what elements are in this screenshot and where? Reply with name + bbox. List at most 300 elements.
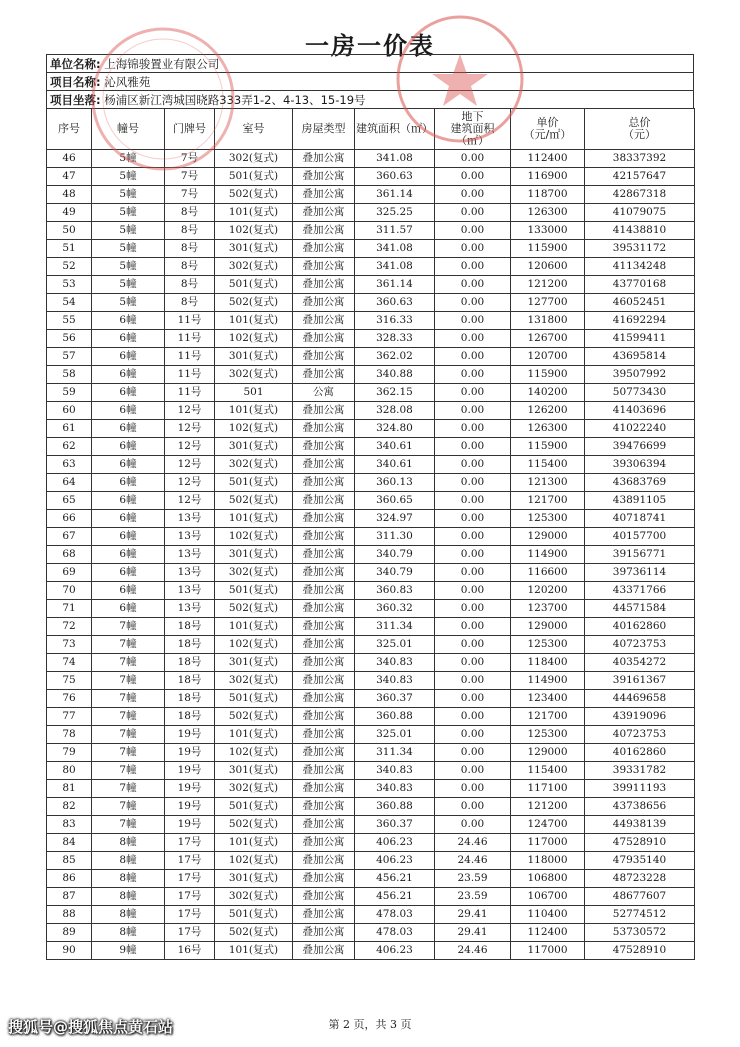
table-cell: 叠加公寓 xyxy=(293,906,355,924)
table-cell: 114900 xyxy=(511,672,585,690)
table-cell: 5幢 xyxy=(92,276,165,294)
table-cell: 117100 xyxy=(511,780,585,798)
table-cell: 112400 xyxy=(511,924,585,942)
table-cell: 叠加公寓 xyxy=(293,258,355,276)
table-cell: 112400 xyxy=(511,150,585,168)
table-cell: 5幢 xyxy=(92,222,165,240)
table-cell: 501 xyxy=(215,384,293,402)
table-cell: 40718741 xyxy=(585,510,695,528)
table-cell: 71 xyxy=(47,600,92,618)
header-cell: 室号 xyxy=(215,109,293,150)
table-cell: 66 xyxy=(47,510,92,528)
project-name: 沁风雅苑 xyxy=(104,75,151,89)
table-cell: 340.79 xyxy=(355,546,435,564)
table-cell: 302(复式) xyxy=(215,780,293,798)
table-row xyxy=(47,222,695,240)
table-cell: 68 xyxy=(47,546,92,564)
table-cell: 8幢 xyxy=(92,906,165,924)
table-cell: 叠加公寓 xyxy=(293,366,355,384)
table-row xyxy=(47,294,695,312)
table-row xyxy=(47,870,695,888)
table-cell: 叠加公寓 xyxy=(293,924,355,942)
table-cell: 叠加公寓 xyxy=(293,744,355,762)
table-cell: 301(复式) xyxy=(215,546,293,564)
table-cell: 叠加公寓 xyxy=(293,546,355,564)
table-cell: 0.00 xyxy=(435,546,511,564)
table-cell: 302(复式) xyxy=(215,150,293,168)
table-cell: 11号 xyxy=(165,384,215,402)
table-cell: 48677607 xyxy=(585,888,695,906)
table-cell: 叠加公寓 xyxy=(293,186,355,204)
table-cell: 0.00 xyxy=(435,600,511,618)
table-cell: 7号 xyxy=(165,186,215,204)
table-cell: 17号 xyxy=(165,852,215,870)
table-cell: 0.00 xyxy=(435,294,511,312)
table-cell: 360.37 xyxy=(355,816,435,834)
table-cell: 55 xyxy=(47,312,92,330)
table-cell: 叠加公寓 xyxy=(293,474,355,492)
table-row xyxy=(47,816,695,834)
table-row xyxy=(47,330,695,348)
table-cell: 106700 xyxy=(511,888,585,906)
table-cell: 121300 xyxy=(511,474,585,492)
table-cell: 63 xyxy=(47,456,92,474)
table-cell: 0.00 xyxy=(435,186,511,204)
table-cell: 6幢 xyxy=(92,456,165,474)
table-cell: 叠加公寓 xyxy=(293,204,355,222)
table-cell: 325.25 xyxy=(355,204,435,222)
table-cell: 11号 xyxy=(165,330,215,348)
table-cell: 38337392 xyxy=(585,150,695,168)
table-cell: 478.03 xyxy=(355,906,435,924)
table-cell: 41022240 xyxy=(585,420,695,438)
table-cell: 502(复式) xyxy=(215,186,293,204)
table-cell: 126700 xyxy=(511,330,585,348)
header-cell: 幢号 xyxy=(92,109,165,150)
table-cell: 44938139 xyxy=(585,816,695,834)
table-cell: 0.00 xyxy=(435,582,511,600)
table-cell: 85 xyxy=(47,852,92,870)
table-cell: 501(复式) xyxy=(215,276,293,294)
table-cell: 79 xyxy=(47,744,92,762)
table-cell: 叠加公寓 xyxy=(293,564,355,582)
table-cell: 叠加公寓 xyxy=(293,762,355,780)
table-cell: 117000 xyxy=(511,942,585,960)
table-cell: 0.00 xyxy=(435,690,511,708)
table-row xyxy=(47,348,695,366)
table-cell: 87 xyxy=(47,888,92,906)
table-cell: 13号 xyxy=(165,510,215,528)
table-cell: 89 xyxy=(47,924,92,942)
table-cell: 9幢 xyxy=(92,942,165,960)
header-cell: 建筑面积（㎡） xyxy=(355,109,435,150)
table-cell: 43919096 xyxy=(585,708,695,726)
table-cell: 8号 xyxy=(165,258,215,276)
table-cell: 0.00 xyxy=(435,258,511,276)
table-cell: 7幢 xyxy=(92,618,165,636)
table-row xyxy=(47,708,695,726)
table-cell: 29.41 xyxy=(435,906,511,924)
table-cell: 6幢 xyxy=(92,420,165,438)
table-cell: 17号 xyxy=(165,888,215,906)
table-cell: 6幢 xyxy=(92,546,165,564)
table-cell: 102(复式) xyxy=(215,852,293,870)
table-cell: 341.08 xyxy=(355,258,435,276)
table-cell: 6幢 xyxy=(92,438,165,456)
table-cell: 7幢 xyxy=(92,816,165,834)
table-cell: 6幢 xyxy=(92,528,165,546)
table-cell: 12号 xyxy=(165,492,215,510)
table-row xyxy=(47,312,695,330)
table-cell: 23.59 xyxy=(435,888,511,906)
table-cell: 0.00 xyxy=(435,564,511,582)
table-cell: 123400 xyxy=(511,690,585,708)
table-cell: 0.00 xyxy=(435,798,511,816)
table-cell: 302(复式) xyxy=(215,564,293,582)
table-cell: 16号 xyxy=(165,942,215,960)
table-cell: 82 xyxy=(47,798,92,816)
table-row xyxy=(47,690,695,708)
table-cell: 64 xyxy=(47,474,92,492)
table-cell: 340.88 xyxy=(355,366,435,384)
table-cell: 40162860 xyxy=(585,744,695,762)
table-cell: 18号 xyxy=(165,618,215,636)
table-cell: 叠加公寓 xyxy=(293,672,355,690)
header-cell: 总价 （元） xyxy=(585,109,695,150)
table-row xyxy=(47,726,695,744)
table-cell: 102(复式) xyxy=(215,636,293,654)
table-row xyxy=(47,906,695,924)
table-cell: 7幢 xyxy=(92,654,165,672)
table-cell: 17号 xyxy=(165,924,215,942)
table-cell: 118700 xyxy=(511,186,585,204)
table-cell: 127700 xyxy=(511,294,585,312)
table-cell: 61 xyxy=(47,420,92,438)
table-cell: 43738656 xyxy=(585,798,695,816)
table-cell: 13号 xyxy=(165,564,215,582)
header-cell: 房屋类型 xyxy=(293,109,355,150)
table-cell: 120600 xyxy=(511,258,585,276)
watermark: 搜狐号@搜狐焦点黄石站 xyxy=(8,1018,174,1036)
table-cell: 8号 xyxy=(165,222,215,240)
table-row xyxy=(47,762,695,780)
table-cell: 8幢 xyxy=(92,924,165,942)
table-cell: 0.00 xyxy=(435,312,511,330)
table-cell: 133000 xyxy=(511,222,585,240)
company-name: 上海锦骏置业有限公司 xyxy=(104,57,220,71)
table-cell: 6幢 xyxy=(92,582,165,600)
table-cell: 101(复式) xyxy=(215,510,293,528)
table-cell: 58 xyxy=(47,366,92,384)
table-cell: 72 xyxy=(47,618,92,636)
table-cell: 114900 xyxy=(511,546,585,564)
address-label: 项目坐落: xyxy=(50,93,101,107)
company-row xyxy=(46,54,694,72)
table-cell: 118400 xyxy=(511,654,585,672)
table-cell: 叠加公寓 xyxy=(293,816,355,834)
table-cell: 18号 xyxy=(165,690,215,708)
table-cell: 6幢 xyxy=(92,366,165,384)
table-cell: 叠加公寓 xyxy=(293,276,355,294)
table-cell: 77 xyxy=(47,708,92,726)
table-cell: 121200 xyxy=(511,798,585,816)
table-cell: 8号 xyxy=(165,276,215,294)
table-cell: 12号 xyxy=(165,402,215,420)
table-cell: 115400 xyxy=(511,456,585,474)
table-cell: 124700 xyxy=(511,816,585,834)
table-cell: 502(复式) xyxy=(215,924,293,942)
table-cell: 7幢 xyxy=(92,726,165,744)
table-cell: 叠加公寓 xyxy=(293,780,355,798)
table-cell: 102(复式) xyxy=(215,420,293,438)
table-cell: 360.13 xyxy=(355,474,435,492)
table-cell: 56 xyxy=(47,330,92,348)
table-cell: 12号 xyxy=(165,456,215,474)
table-cell: 360.63 xyxy=(355,168,435,186)
table-cell: 120200 xyxy=(511,582,585,600)
table-cell: 67 xyxy=(47,528,92,546)
table-row xyxy=(47,438,695,456)
table-cell: 115400 xyxy=(511,762,585,780)
table-cell: 0.00 xyxy=(435,330,511,348)
table-row xyxy=(47,492,695,510)
table-cell: 301(复式) xyxy=(215,870,293,888)
table-cell: 5幢 xyxy=(92,150,165,168)
table-cell: 101(复式) xyxy=(215,726,293,744)
table-row xyxy=(47,528,695,546)
table-cell: 502(复式) xyxy=(215,492,293,510)
table-cell: 41079075 xyxy=(585,204,695,222)
table-cell: 116600 xyxy=(511,564,585,582)
table-cell: 8幢 xyxy=(92,888,165,906)
table-cell: 44571584 xyxy=(585,600,695,618)
table-cell: 7幢 xyxy=(92,744,165,762)
table-cell: 叠加公寓 xyxy=(293,294,355,312)
table-cell: 7幢 xyxy=(92,780,165,798)
table-cell: 7号 xyxy=(165,168,215,186)
table-cell: 40723753 xyxy=(585,726,695,744)
table-row xyxy=(47,852,695,870)
table-cell: 7幢 xyxy=(92,798,165,816)
table-row xyxy=(47,618,695,636)
table-cell: 60 xyxy=(47,402,92,420)
table-cell: 0.00 xyxy=(435,528,511,546)
table-cell: 502(复式) xyxy=(215,294,293,312)
table-cell: 0.00 xyxy=(435,510,511,528)
table-cell: 50773430 xyxy=(585,384,695,402)
table-row xyxy=(47,780,695,798)
table-cell: 8幢 xyxy=(92,852,165,870)
table-cell: 340.79 xyxy=(355,564,435,582)
table-cell: 40723753 xyxy=(585,636,695,654)
table-cell: 8幢 xyxy=(92,870,165,888)
table-cell: 121700 xyxy=(511,708,585,726)
table-cell: 340.83 xyxy=(355,672,435,690)
table-row xyxy=(47,924,695,942)
table-cell: 17号 xyxy=(165,906,215,924)
table-cell: 101(复式) xyxy=(215,834,293,852)
table-row xyxy=(47,888,695,906)
table-cell: 40354272 xyxy=(585,654,695,672)
table-cell: 118000 xyxy=(511,852,585,870)
table-cell: 叠加公寓 xyxy=(293,582,355,600)
table-cell: 46052451 xyxy=(585,294,695,312)
table-cell: 39507992 xyxy=(585,366,695,384)
table-cell: 41134248 xyxy=(585,258,695,276)
table-cell: 8号 xyxy=(165,294,215,312)
table-cell: 125300 xyxy=(511,726,585,744)
table-cell: 19号 xyxy=(165,798,215,816)
table-cell: 6幢 xyxy=(92,402,165,420)
table-cell: 101(复式) xyxy=(215,204,293,222)
project-row xyxy=(46,72,694,90)
table-cell: 0.00 xyxy=(435,420,511,438)
table-cell: 0.00 xyxy=(435,816,511,834)
table-cell: 129000 xyxy=(511,528,585,546)
table-cell: 340.61 xyxy=(355,438,435,456)
table-cell: 501(复式) xyxy=(215,906,293,924)
table-cell: 叠加公寓 xyxy=(293,888,355,906)
header-cell: 地下 建筑面积 （㎡） xyxy=(435,109,511,150)
table-cell: 叠加公寓 xyxy=(293,456,355,474)
table-cell: 302(复式) xyxy=(215,672,293,690)
table-cell: 0.00 xyxy=(435,348,511,366)
table-row xyxy=(47,168,695,186)
table-cell: 101(复式) xyxy=(215,942,293,960)
table-row xyxy=(47,600,695,618)
table-row xyxy=(47,366,695,384)
table-cell: 18号 xyxy=(165,636,215,654)
table-cell: 62 xyxy=(47,438,92,456)
table-cell: 19号 xyxy=(165,726,215,744)
table-row xyxy=(47,420,695,438)
table-cell: 341.08 xyxy=(355,240,435,258)
table-cell: 360.32 xyxy=(355,600,435,618)
table-cell: 0.00 xyxy=(435,240,511,258)
table-cell: 叠加公寓 xyxy=(293,510,355,528)
table-cell: 5幢 xyxy=(92,168,165,186)
table-cell: 5幢 xyxy=(92,186,165,204)
table-cell: 125300 xyxy=(511,636,585,654)
table-cell: 40157700 xyxy=(585,528,695,546)
table-cell: 360.37 xyxy=(355,690,435,708)
table-cell: 叠加公寓 xyxy=(293,618,355,636)
table-cell: 46 xyxy=(47,150,92,168)
table-cell: 39476699 xyxy=(585,438,695,456)
table-cell: 7号 xyxy=(165,150,215,168)
table-cell: 301(复式) xyxy=(215,438,293,456)
table-cell: 39161367 xyxy=(585,672,695,690)
table-cell: 8号 xyxy=(165,240,215,258)
table-cell: 125300 xyxy=(511,510,585,528)
table-cell: 39531172 xyxy=(585,240,695,258)
table-cell: 47935140 xyxy=(585,852,695,870)
table-cell: 39736114 xyxy=(585,564,695,582)
table-row xyxy=(47,636,695,654)
table-cell: 39156771 xyxy=(585,546,695,564)
table-cell: 8号 xyxy=(165,204,215,222)
table-row xyxy=(47,798,695,816)
table-cell: 24.46 xyxy=(435,942,511,960)
table-cell: 39306394 xyxy=(585,456,695,474)
table-cell: 325.01 xyxy=(355,726,435,744)
table-cell: 340.83 xyxy=(355,780,435,798)
table-row xyxy=(47,186,695,204)
table-cell: 17号 xyxy=(165,834,215,852)
table-cell: 86 xyxy=(47,870,92,888)
table-cell: 11号 xyxy=(165,312,215,330)
table-cell: 360.88 xyxy=(355,798,435,816)
page-title: 一房一价表 xyxy=(305,32,435,60)
table-cell: 8幢 xyxy=(92,834,165,852)
table-cell: 129000 xyxy=(511,744,585,762)
table-cell: 0.00 xyxy=(435,402,511,420)
table-cell: 311.34 xyxy=(355,618,435,636)
table-cell: 0.00 xyxy=(435,744,511,762)
table-row xyxy=(47,276,695,294)
table-cell: 41438810 xyxy=(585,222,695,240)
price-table xyxy=(46,108,695,960)
table-cell: 301(复式) xyxy=(215,654,293,672)
header-cell: 单价 （元/㎡） xyxy=(511,109,585,150)
table-row xyxy=(47,672,695,690)
table-cell: 6幢 xyxy=(92,510,165,528)
table-cell: 75 xyxy=(47,672,92,690)
table-cell: 126300 xyxy=(511,204,585,222)
table-cell: 叠加公寓 xyxy=(293,222,355,240)
table-cell: 5幢 xyxy=(92,294,165,312)
table-cell: 48723228 xyxy=(585,870,695,888)
table-cell: 7幢 xyxy=(92,636,165,654)
table-cell: 39911193 xyxy=(585,780,695,798)
table-cell: 7幢 xyxy=(92,690,165,708)
table-cell: 50 xyxy=(47,222,92,240)
table-cell: 65 xyxy=(47,492,92,510)
table-cell: 19号 xyxy=(165,762,215,780)
table-cell: 362.02 xyxy=(355,348,435,366)
table-row xyxy=(47,402,695,420)
address-row xyxy=(46,90,694,108)
table-cell: 0.00 xyxy=(435,204,511,222)
table-cell: 6幢 xyxy=(92,474,165,492)
table-cell: 102(复式) xyxy=(215,744,293,762)
table-cell: 80 xyxy=(47,762,92,780)
table-cell: 302(复式) xyxy=(215,366,293,384)
table-cell: 117000 xyxy=(511,834,585,852)
table-cell: 5幢 xyxy=(92,240,165,258)
table-cell: 90 xyxy=(47,942,92,960)
table-cell: 7幢 xyxy=(92,708,165,726)
table-cell: 12号 xyxy=(165,420,215,438)
table-cell: 11号 xyxy=(165,366,215,384)
table-cell: 6幢 xyxy=(92,312,165,330)
table-cell: 456.21 xyxy=(355,888,435,906)
table-cell: 49 xyxy=(47,204,92,222)
table-cell: 39331782 xyxy=(585,762,695,780)
header-cell: 序号 xyxy=(47,109,92,150)
table-cell: 叠加公寓 xyxy=(293,636,355,654)
table-cell: 316.33 xyxy=(355,312,435,330)
table-cell: 叠加公寓 xyxy=(293,420,355,438)
table-cell: 0.00 xyxy=(435,618,511,636)
table-cell: 325.01 xyxy=(355,636,435,654)
table-cell: 6幢 xyxy=(92,564,165,582)
table-cell: 叠加公寓 xyxy=(293,150,355,168)
table-cell: 115900 xyxy=(511,240,585,258)
table-cell: 13号 xyxy=(165,600,215,618)
table-cell: 0.00 xyxy=(435,150,511,168)
table-cell: 328.08 xyxy=(355,402,435,420)
